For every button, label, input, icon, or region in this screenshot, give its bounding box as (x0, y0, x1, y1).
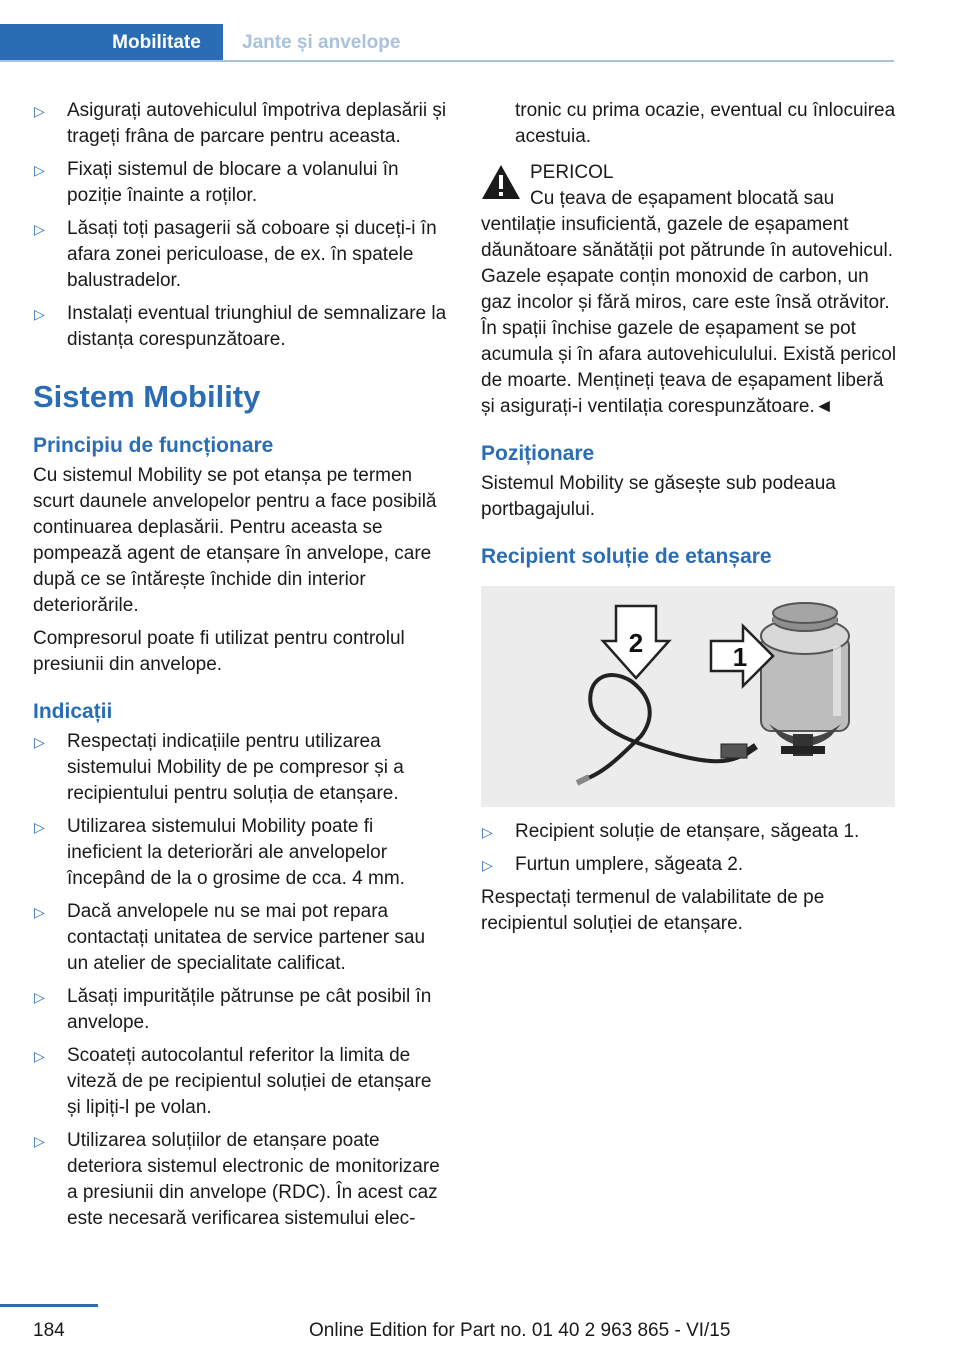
tab-mobilitate[interactable]: Mobilitate (90, 24, 223, 61)
triangle-bullet-icon: ▷ (34, 1048, 45, 1064)
paragraph: Respectați termenul de valabilitate de pe recipientul soluției de etanșare. (481, 887, 825, 934)
list-item: ▷ Furtun umplere, săgeata 2. (481, 852, 897, 878)
list-item: ▷ Lăsați toți pasagerii să coboare și duceți-i în afara zonei periculoase, de ex. în spatele balustradelor. (34, 218, 437, 291)
triangle-bullet-icon: ▷ (34, 306, 45, 322)
left-column (33, 98, 449, 1239)
arrow-label-1: 1 (732, 642, 748, 672)
list-item: ▷ Instalați eventual triunghiul de semnalizare la distanța corespunzătoare. (34, 303, 447, 350)
subsection-title-notes: Indicații (33, 700, 113, 723)
warning-text: Cu țeava de eșapament blocată sau ventilație insuficientă, gazele de eșapament dăunătoare sănătății pot pătrunde în autovehicul. Gazele eșapate conțin monoxid de carbon, un gaz incolor și fără miros, care este însă otrăvitor. În spații închise gazele de eșapament se pot acumula și în afara autovehiculului. Există pericol de moarte. Mențineți țeava de eșapament liberă și asigurați-i ventilația corespunzătoare.◄ (481, 188, 897, 417)
arrow-label-2: 2 (628, 628, 644, 658)
list-item: ▷ Asigurați autovehiculul împotriva deplasării și trageți frâna de parcare pentru aceasta. (34, 100, 447, 147)
paragraph: Cu sistemul Mobility se pot etanșa pe termen scurt daunele anvelopelor pentru a face posibilă continuarea deplasării. Pentru aceasta se pompează agent de etanșare în anvelope, care după ce se întărește închide din interior deteriorările. (33, 465, 437, 616)
subsection-title-position: Poziționare (481, 442, 595, 465)
sealant-container-illustration (481, 586, 895, 807)
subsection-title-container: Recipient soluție de etanșare (481, 545, 772, 568)
list-item: ▷ Lăsați impuritățile pătrunse pe cât posibil în anvelope. (34, 986, 432, 1033)
paragraph: Sistemul Mobility se găsește sub podeaua portbagajului. (481, 473, 836, 520)
triangle-bullet-icon: ▷ (34, 1133, 45, 1149)
list-item: ▷ Fixați sistemul de blocare a volanului în poziție înainte a roților. (34, 159, 399, 206)
list-item: ▷ Utilizarea sistemului Mobility poate fi ineficient la deteriorări ale anvelopelor începând de la o grosime de cca. 4 mm. (34, 816, 405, 889)
subsection-title-principle: Principiu de funcționare (33, 434, 274, 457)
header-accent-block (0, 24, 90, 61)
warning-block (481, 160, 897, 420)
edition-note: Online Edition for Part no. 01 40 2 963 865 - VI/15 (309, 1320, 731, 1341)
triangle-bullet-icon: ▷ (34, 819, 45, 835)
figure-legend-list (481, 819, 897, 878)
page-header (0, 0, 894, 62)
triangle-bullet-icon: ▷ (34, 904, 45, 920)
triangle-bullet-icon: ▷ (34, 989, 45, 1005)
triangle-bullet-icon: ▷ (34, 162, 45, 178)
right-column (481, 98, 897, 944)
list-item: ▷ Scoateți autocolantul referitor la limita de viteză de pe recipientul soluției de etanșare și lipiți-l pe volan. (34, 1045, 432, 1118)
header-divider (0, 60, 894, 62)
triangle-bullet-icon: ▷ (34, 103, 45, 119)
paragraph-continuation: tronic cu prima ocazie, eventual cu înlocuirea acestuia. (515, 100, 896, 147)
list-item: ▷ Utilizarea soluțiilor de etanșare poate deteriora sistemul electronic de monitorizare a presiunii din anvelope (RDC). În acest caz este necesară verificarea sistemului elec- (34, 1130, 440, 1229)
safety-steps-list (33, 98, 449, 353)
list-item: ▷ Recipient soluție de etanșare, săgeata 1. (481, 819, 897, 845)
triangle-bullet-icon: ▷ (34, 221, 45, 237)
notes-list (33, 729, 449, 1232)
triangle-bullet-icon: ▷ (482, 857, 493, 873)
warning-triangle-icon (481, 164, 521, 200)
section-title: Sistem Mobility (33, 379, 261, 414)
sealant-container-figure (481, 586, 895, 807)
list-item: ▷ Dacă anvelopele nu se mai pot repara contactați unitatea de service partener sau un atelier de specialitate calificat. (34, 901, 426, 974)
triangle-bullet-icon: ▷ (482, 824, 493, 840)
footer-accent-line (0, 1304, 98, 1307)
triangle-bullet-icon: ▷ (34, 734, 45, 750)
list-item: ▷ Respectați indicațiile pentru utilizarea sistemului Mobility de pe compresor și a recipientului pentru soluția de etanșare. (34, 731, 404, 804)
warning-title: PERICOL (530, 162, 614, 183)
tab-jante-anvelope[interactable]: Jante și anvelope (242, 32, 401, 53)
page-number: 184 (33, 1320, 65, 1341)
paragraph: Compresorul poate fi utilizat pentru controlul presiunii din anvelope. (33, 628, 405, 675)
